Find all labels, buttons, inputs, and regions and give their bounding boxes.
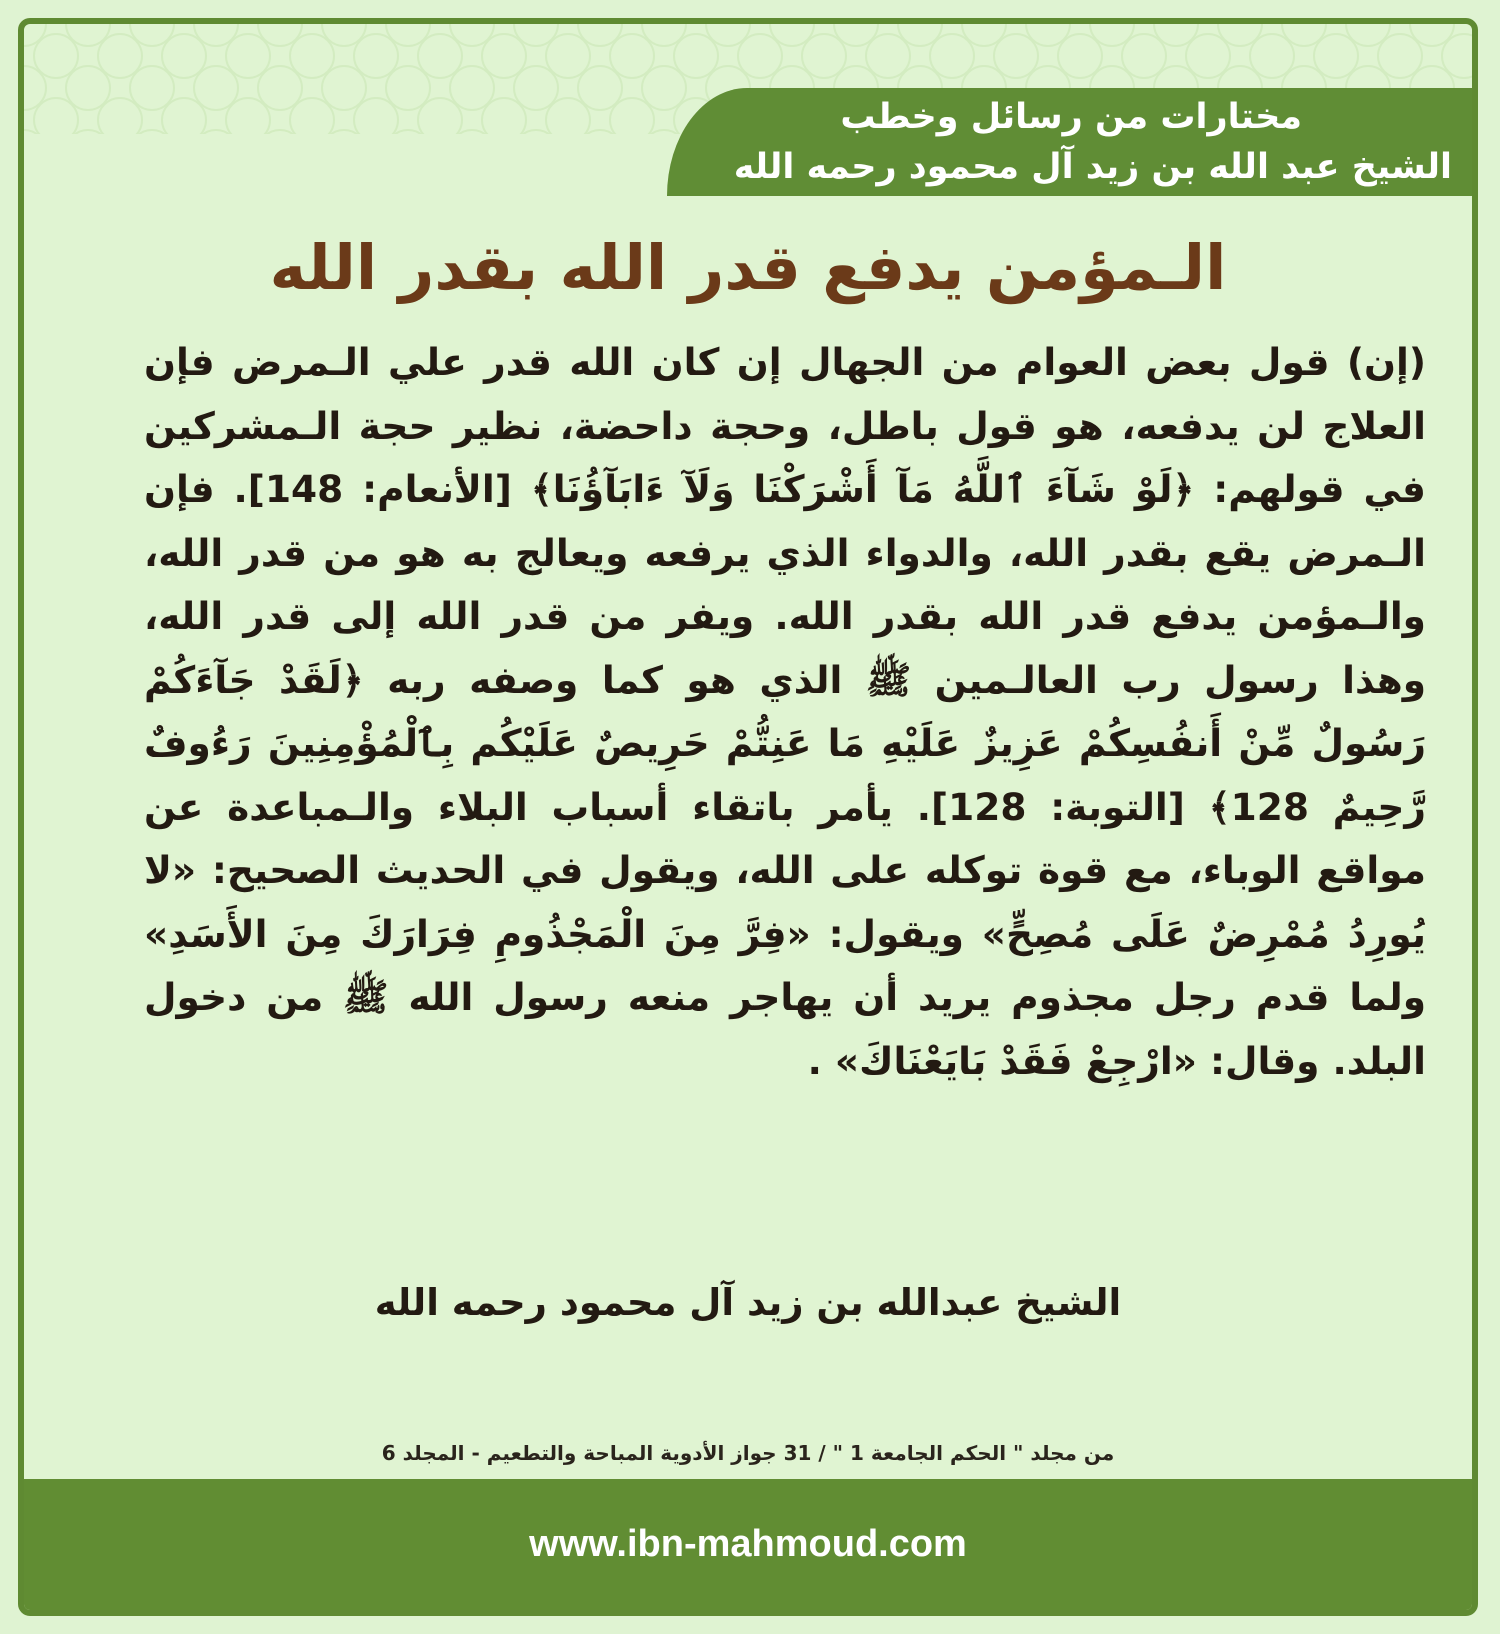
source-reference: من مجلد " الحكم الجامعة 1 " / 31 جواز الأدوية المباحة والتطعيم - المجلد 6 — [381, 1441, 1115, 1465]
series-header — [667, 88, 1472, 196]
article-body: (إن) قول بعض العوام من الجهال إن كان الله قدر علي الـمرض فإن العلاج لن يدفعه، هو قول باطل، وحجة داحضة، نظير حجة الـمشركين في قولهم: ﴿لَوْ شَآءَ ٱللَّهُ مَآ أَشْرَكْنَا وَلَآ ءَابَآؤُنَا﴾ [الأنعام: 148]. فإن الـمرض يقع بقدر الله، والدواء الذي يرفعه ويعالج به هو من قدر الله، والـمؤمن يدفع قدر الله بقدر الله. ويفر من قدر الله إلى قدر الله، وهذا رسول رب العالـمين ﷺ الذي هو كما وصفه ربه ﴿لَقَدْ جَآءَكُمْ رَسُولٌ مِّنْ أَنفُسِكُمْ عَزِيزٌ عَلَيْهِ مَا عَنِتُّمْ حَرِيصٌ عَلَيْكُم بِٱلْمُؤْمِنِينَ رَءُوفٌ رَّحِيمٌ 128﴾ [التوبة: 128]. يأمر باتقاء أسباب البلاء والـمباعدة عن مواقع الوباء، مع قوة توكله على الله، ويقول في الحديث الصحيح: «لا يُورِدُ مُمْرِضٌ عَلَى مُصِحٍّ» ويقول: «فِرَّ مِنَ الْمَجْذُومِ فِرَارَكَ مِنَ الأَسَدِ» ولما قدم رجل مجذوم يريد أن يهاجر منعه رسول الله ﷺ من دخول البلد. وقال: «ارْجِعْ فَقَدْ بَايَعْنَاكَ» . — [144, 340, 1427, 1083]
article-card — [18, 18, 1478, 1616]
footer-bar — [24, 1479, 1472, 1610]
author-signature: الشيخ عبدالله بن زيد آل محمود رحمه الله — [374, 1281, 1122, 1324]
website-link[interactable]: www.ibn-mahmoud.com — [529, 1523, 967, 1565]
series-title: مختارات من رسائل وخطب — [840, 97, 1302, 137]
series-author: الشيخ عبد الله بن زيد آل محمود رحمه الله — [733, 147, 1452, 187]
article-title: الـمؤمن يدفع قدر الله بقدر الله — [269, 231, 1227, 304]
